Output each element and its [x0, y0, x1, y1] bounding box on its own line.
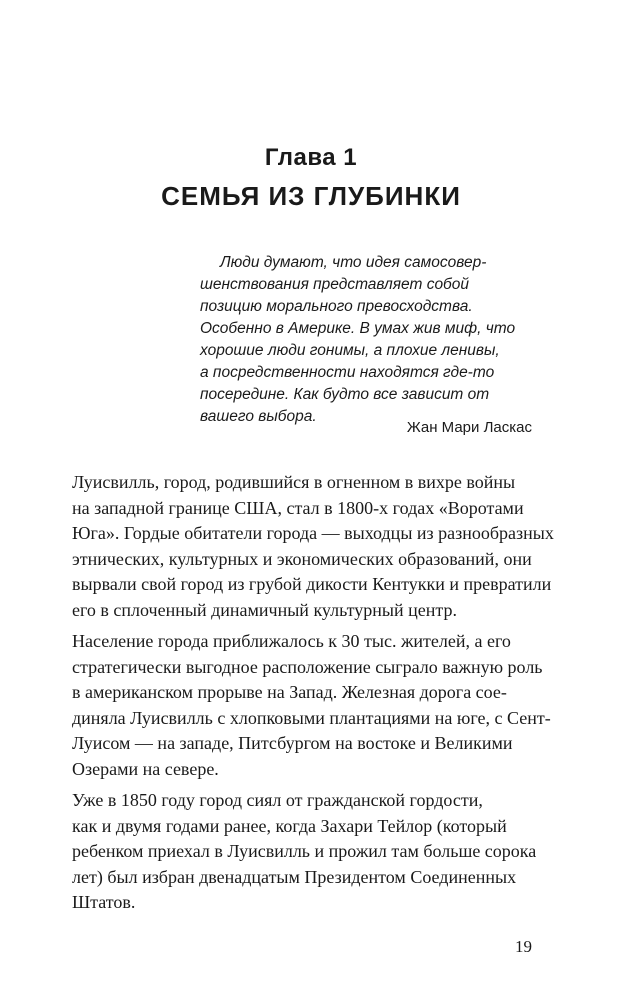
chapter-title: СЕМЬЯ ИЗ ГЛУБИНКИ	[161, 181, 461, 211]
epigraph-line: шенствования представляет собой	[200, 276, 470, 293]
text-line: ребенком приехал в Луисвилль и прожил там больше сорока	[72, 841, 537, 861]
body-text	[72, 470, 554, 922]
epigraph-line: хорошие люди гонимы, а плохие ленивы,	[200, 342, 500, 359]
epigraph	[200, 252, 540, 428]
page-number: 19	[515, 937, 532, 956]
epigraph-line: Особенно в Америке. В умах жив миф, что	[200, 320, 516, 337]
chapter-label: Глава 1	[264, 144, 358, 171]
text-line: Луисом — на западе, Питсбургом на востоке и Великими	[72, 733, 513, 753]
paragraph	[72, 629, 551, 782]
text-line: в американском прорыве на Запад. Железная дорога сое-	[72, 682, 507, 702]
paragraph	[72, 470, 554, 623]
text-line: диняла Луисвилль с хлопковыми плантациями на юге, с Сент-	[72, 707, 551, 728]
epigraph-line: Люди думают, что идея самосовер-	[220, 254, 487, 271]
text-line: стратегически выгодное расположение сыграло важную роль	[72, 656, 543, 677]
epigraph-line: позицию морального превосходства.	[200, 298, 473, 315]
text-line: Озерами на севере.	[72, 758, 219, 779]
text-line: вырвали свой город из грубой дикости Кентукки и превратили	[72, 574, 552, 594]
text-line: Штатов.	[72, 892, 136, 912]
epigraph-line: а посредственности находятся где-то	[200, 364, 495, 381]
text-line: Луисвилль, город, родившийся в огненном в вихре войны	[72, 472, 516, 492]
text-line: на западной границе США, стал в 1800-х годах «Воротами	[72, 497, 524, 518]
text-line: его в сплоченный динамичный культурный центр.	[72, 599, 457, 620]
text-line: как и двумя годами ранее, когда Захари Тейлор (который	[72, 815, 507, 836]
epigraph-line: посередине. Как будто все зависит от	[200, 386, 490, 403]
paragraph	[72, 788, 542, 916]
epigraph-author: Жан Мари Ласкас	[406, 419, 532, 436]
epigraph-line: вашего выбора.	[200, 408, 317, 425]
text-line: этнических, культурных и экономических образований, они	[72, 548, 532, 569]
text-line: Население города приближалось к 30 тыс. жителей, а его	[72, 631, 511, 651]
text-line: лет) был избран двенадцатым Президентом Соединенных	[72, 866, 517, 887]
text-line: Уже в 1850 году город сиял от гражданской гордости,	[72, 790, 483, 810]
text-line: Юга». Гордые обитатели города — выходцы из разнообразных	[72, 523, 554, 543]
